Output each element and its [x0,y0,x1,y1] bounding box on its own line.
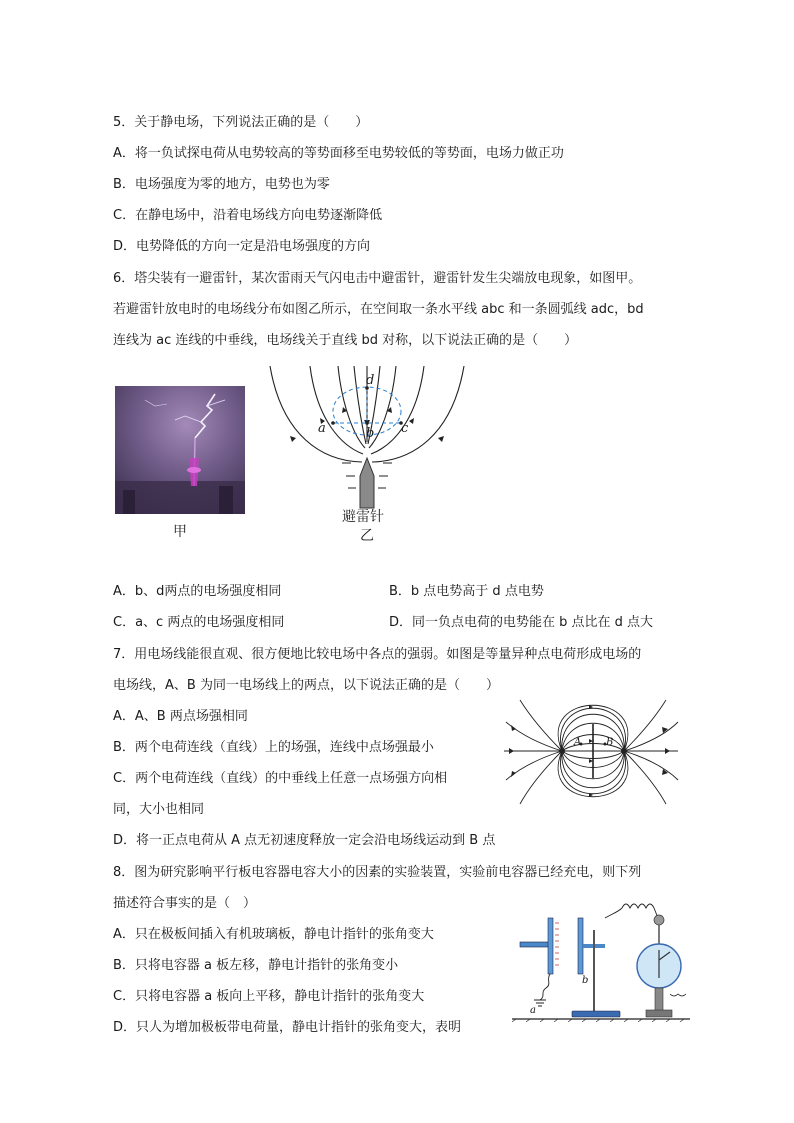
lightning-rod-label: 避雷针 [342,509,384,525]
q5-option-c: C．在静电场中，沿着电场线方向电势逐渐降低 [113,208,383,223]
q6-stem-line2: 若避雷针放电时的电场线分布如图乙所示，在空间取一条水平线 abc 和一条圆弧线 adc，bd [113,302,644,317]
q8-stem-line2: 描述符合事实的是（ ） [113,896,257,911]
point-label-A: A [574,737,582,748]
q8-option-d: D．只人为增加极板带电荷量，静电计指针的张角变大，表明 [113,1020,462,1035]
point-label-B: B [606,737,614,748]
capacitor-electrometer-apparatus [510,898,692,1022]
q6-stem-line3: 连线为 ac 连线的中垂线，电场线关于直线 bd 对称，以下说法正确的是（ ） [113,333,578,348]
q7-option-c-line1: C．两个电荷连线（直线）的中垂线上任意一点场强方向相 [113,771,448,786]
q5-option-d: D．电势降低的方向一定是沿电场强度的方向 [113,239,371,254]
q6-stem-line1: 6．塔尖装有一避雷针，某次雷雨天气闪电击中避雷针，避雷针发生尖端放电现象，如图甲。 [113,271,642,286]
q8-option-a: A．只在极板间插入有机玻璃板，静电计指针的张角变大 [113,927,434,942]
dipole-field-lines-diagram [500,694,682,812]
q6-option-a: A．b、d两点的电场强度相同 [113,584,282,599]
lightning-photo [115,386,245,514]
q8-stem-line1: 8．图为研究影响平行板电容器电容大小的因素的实验装置，实验前电容器已经充电，则下列 [113,865,642,880]
q7-stem-line1: 7．用电场线能很直观、很方便地比较电场中各点的强弱。如图是等量异种点电荷形成电场的 [113,647,642,662]
plate-label-b: b [582,975,589,986]
q8-option-c: C．只将电容器 a 板向上平移，静电计指针的张角变大 [113,989,425,1004]
q5-option-b: B．电场强度为零的地方，电势也为零 [113,177,330,192]
q7-option-d: D．将一正点电荷从 A 点无初速度释放一定会沿电场线运动到 B 点 [113,833,496,848]
figure-yi-caption: 乙 [360,528,374,544]
point-label-c: c [401,421,409,436]
point-label-a: a [318,421,326,436]
q7-option-c-line2: 同，大小也相同 [113,802,205,817]
q7-option-b: B．两个电荷连线（直线）上的场强，连线中点场强最小 [113,740,434,755]
point-label-d: d [366,373,375,388]
point-label-b: b [366,426,375,441]
q5-option-a: A．将一负试探电荷从电势较高的等势面移至电势较低的等势面，电场力做正功 [113,146,564,161]
q7-stem-line2: 电场线，A、B 为同一电场线上的两点，以下说法正确的是（ ） [113,678,499,693]
q7-option-a: A．A、B 两点场强相同 [113,709,248,724]
q5-stem: 5．关于静电场，下列说法正确的是（ ） [113,115,369,130]
figure-jia-caption: 甲 [173,524,187,540]
plate-label-a: a [530,1005,536,1016]
q6-option-b: B．b 点电势高于 d 点电势 [389,584,544,599]
q6-option-c: C．a、c 两点的电场强度相同 [113,615,285,630]
q8-option-b: B．只将电容器 a 板左移，静电计指针的张角变小 [113,958,399,973]
q6-option-d: D．同一负点电荷的电势能在 b 点比在 d 点大 [389,615,654,630]
